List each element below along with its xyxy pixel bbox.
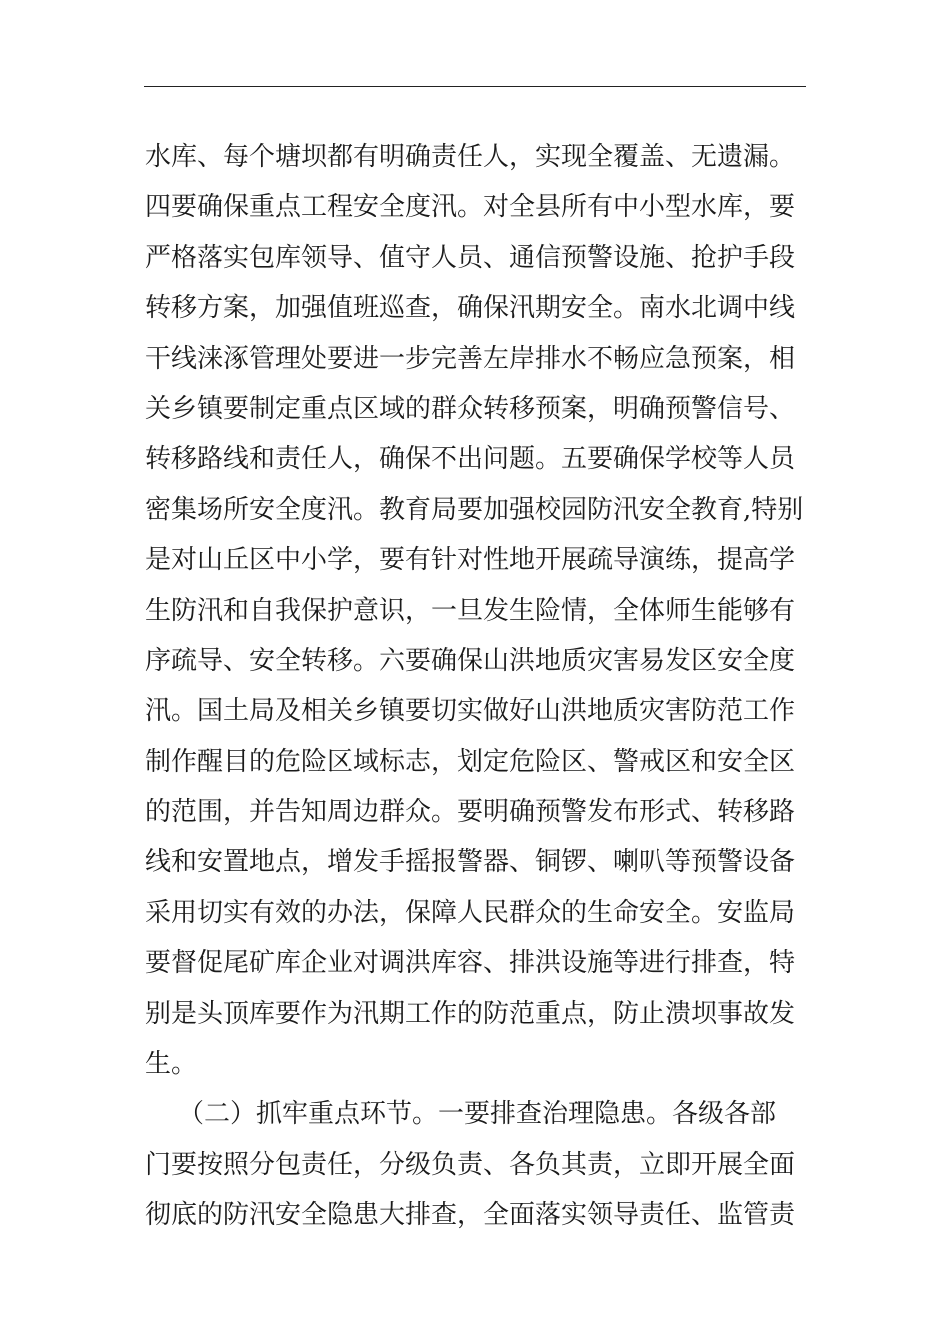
- text-line: 生防汛和自我保护意识，一旦发生险情，全体师生能够有: [145, 595, 796, 626]
- text-line: 制作醒目的危险区域标志，划定危险区、警戒区和安全区: [145, 746, 796, 777]
- text-line: 的范围，并告知周边群众。要明确预警发布形式、转移路: [145, 797, 796, 828]
- text-line: 干线涞涿管理处要进一步完善左岸排水不畅应急预案，相: [145, 343, 796, 374]
- text-line: 生。: [145, 1049, 198, 1080]
- text-line: 水库、每个塘坝都有明确责任人，实现全覆盖、无遗漏。: [145, 142, 796, 172]
- text-line: 别是头顶库要作为汛期工作的防范重点，防止溃坝事故发: [145, 998, 796, 1029]
- text-line: 是对山丘区中小学，要有针对性地开展疏导演练，提高学: [145, 545, 796, 576]
- text-line: 采用切实有效的办法，保障人民群众的生命安全。安监局: [145, 897, 796, 928]
- section-heading-line: （二）抓牢重点环节。一要排查治理隐患。各级各部: [145, 1099, 777, 1130]
- header-rule: [144, 86, 806, 87]
- text-line: 序疏导、安全转移。六要确保山洪地质灾害易发区安全度: [145, 645, 796, 676]
- text-line: 线和安置地点，增发手摇报警器、铜锣、喇叭等预警设备: [145, 847, 796, 878]
- text-line: 四要确保重点工程安全度汛。对全县所有中小型水库，要: [145, 192, 796, 223]
- text-line: 转移路线和责任人，确保不出问题。五要确保学校等人员: [145, 444, 796, 475]
- text-line: 门要按照分包责任，分级负责、各负其责，立即开展全面: [145, 1149, 796, 1180]
- text-line: 要督促尾矿库企业对调洪库容、排洪设施等进行排查，特: [145, 948, 796, 979]
- text-line: 严格落实包库领导、值守人员、通信预警设施、抢护手段: [145, 242, 796, 273]
- body-text: [145, 132, 810, 1241]
- text-line: 关乡镇要制定重点区域的群众转移预案，明确预警信号、: [145, 393, 796, 424]
- text-line: 密集场所安全度汛。教育局要加强校园防汛安全教育,特别: [145, 494, 804, 525]
- text-line: 转移方案，加强值班巡查，确保汛期安全。南水北调中线: [145, 293, 796, 324]
- text-line: 汛。国土局及相关乡镇要切实做好山洪地质灾害防范工作: [145, 696, 796, 727]
- text-line: 彻底的防汛安全隐患大排查，全面落实领导责任、监管责: [145, 1200, 796, 1231]
